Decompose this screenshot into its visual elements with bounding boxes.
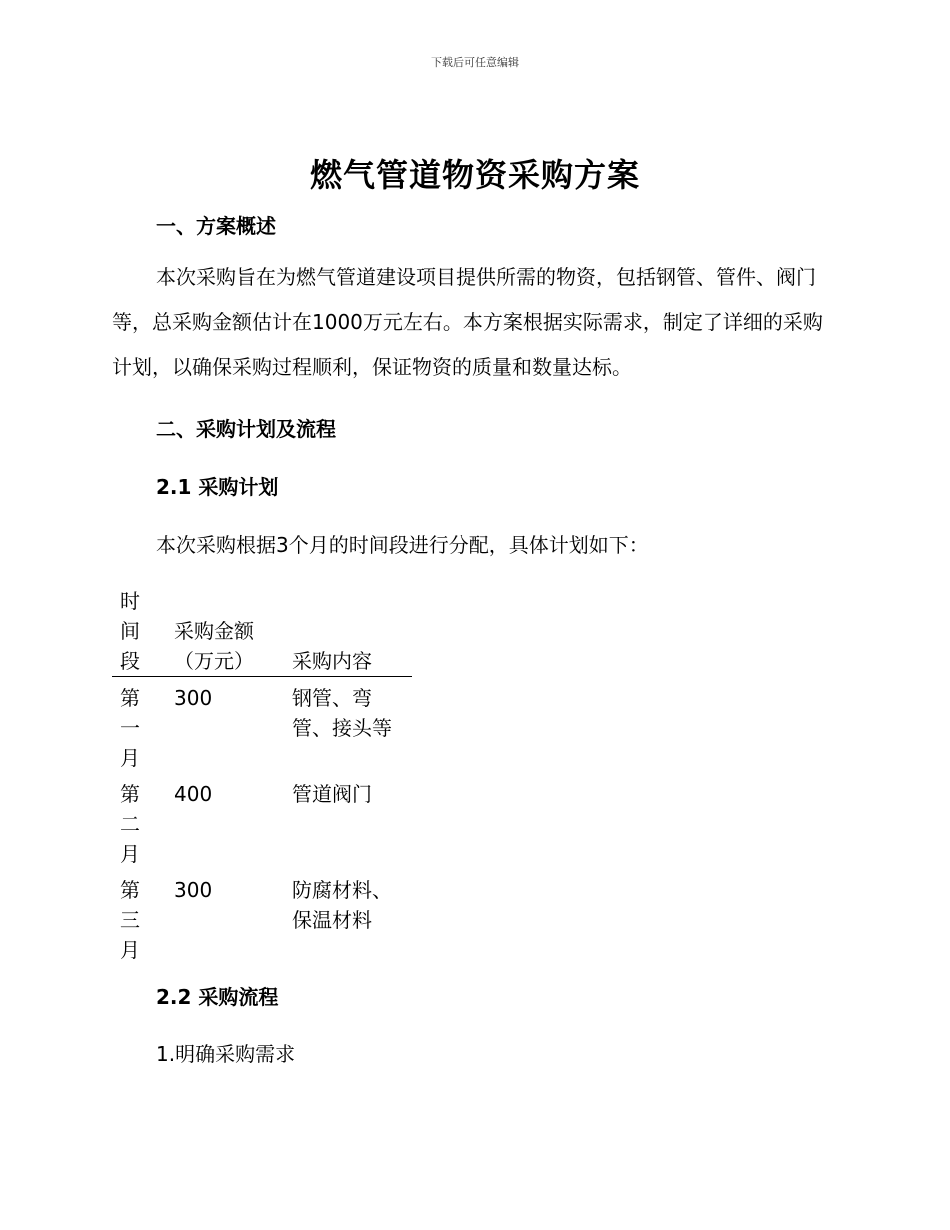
subsection-heading-process: 2.2 采购流程	[156, 985, 279, 1009]
subsection-heading-plan: 2.1 采购计划	[156, 475, 279, 499]
plan-intro: 本次采购根据3个月的时间段进行分配，具体计划如下：	[156, 533, 649, 557]
cell-content: 防腐材料、保温材料	[292, 878, 392, 932]
cell-amount: 400	[174, 782, 213, 806]
column-header-amount: 采购金额（万元）	[164, 586, 288, 677]
section-heading-plan-process: 二、采购计划及流程	[156, 417, 336, 441]
table-row	[112, 869, 412, 965]
procurement-plan-table	[112, 586, 412, 965]
cell-period: 第二月	[120, 782, 140, 866]
cell-content: 管道阀门	[292, 782, 372, 806]
section-heading-overview: 一、方案概述	[156, 214, 276, 238]
cell-period: 第三月	[120, 878, 140, 962]
document-title: 燃气管道物资采购方案	[309, 156, 640, 194]
cell-period: 第一月	[120, 686, 140, 770]
page-header: 下载后可任意编辑	[431, 56, 519, 69]
overview-paragraph: 本次采购旨在为燃气管道建设项目提供所需的物资，包括钢管、管件、阀门等，总采购金额估计在1000万元左右。本方案根据实际需求，制定了详细的采购计划，以确保采购过程顺利，保证物资的质量和数量达标。	[112, 265, 823, 379]
cell-content: 钢管、弯管、接头等	[292, 686, 392, 740]
column-header-content: 采购内容	[288, 586, 412, 677]
table-header-row	[112, 586, 412, 677]
column-header-period: 时间段	[112, 586, 164, 677]
table-row	[112, 773, 412, 869]
cell-amount: 300	[174, 878, 213, 902]
cell-amount: 300	[174, 686, 213, 710]
process-step-1: 1.明确采购需求	[156, 1042, 296, 1066]
table-row	[112, 677, 412, 774]
